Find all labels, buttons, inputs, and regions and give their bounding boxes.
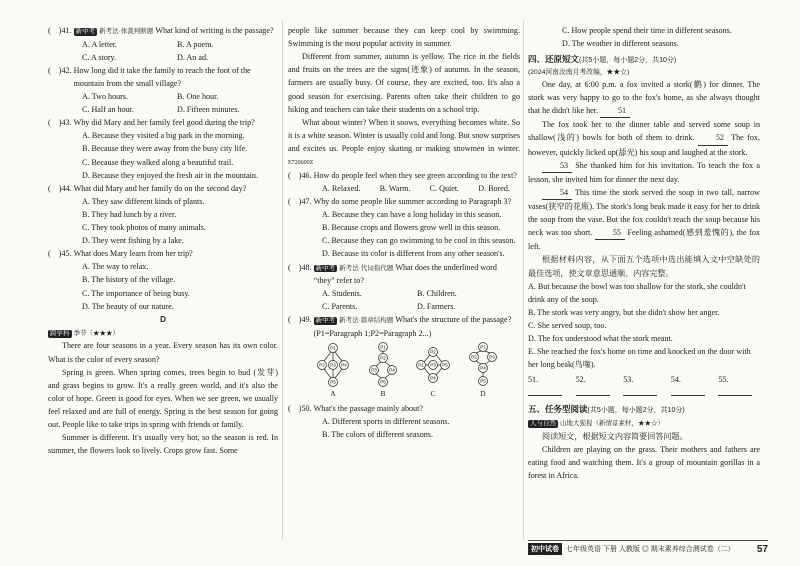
svg-text:P2: P2 [471,354,477,360]
option-c[interactable]: C. Quiet. [429,183,460,193]
option-b[interactable]: B. The history of the village. [82,275,176,285]
option-b[interactable]: B. Children. [417,289,457,299]
section-title: 五、任务型阅读 [528,403,588,414]
answer-slot[interactable] [528,373,570,399]
tag-text: 新考法·代词指代题 [339,264,394,272]
section-note: (共5小题，每小题2分，共10分) [579,57,677,65]
question-text: What kind of writing is the passage? [155,26,274,35]
option-d[interactable]: D. Because they enjoyed the fresh air in the mountain. [82,170,258,180]
question-number: ( )49. [288,315,312,325]
blank-53[interactable]: 53 [542,159,572,173]
story-paragraph [528,118,760,158]
option-b[interactable]: B. Warm. [379,183,411,193]
answer-line[interactable] [623,395,657,396]
passage-tag-line [48,326,278,340]
question-number: ( )50. [288,404,312,414]
option-a[interactable]: A. Different sports in different seasons. [322,417,450,427]
option-c[interactable]: C. Parents. [322,302,358,312]
structure-diagram-graphic [366,342,400,388]
footer-info: 七年级英语 下册 人教版 ◎ 期末素养综合测试卷（二） [566,546,735,553]
option-d[interactable]: D. The beauty of our nature. [82,301,174,311]
option-a[interactable]: A. Because they visited a big park in the morning. [82,131,245,141]
svg-text:P5: P5 [442,362,448,368]
page-number: 57 [756,543,768,555]
options-row [48,38,278,51]
option-c[interactable]: C. How people spend their time in different seasons. [562,26,732,35]
svg-text:P4: P4 [389,367,395,373]
new-exam-tag: 新中考 [75,28,96,35]
svg-text:P4: P4 [341,362,347,368]
column-right [528,24,760,482]
option-a[interactable]: A. They saw different kinds of plants. [82,196,205,206]
diagram-label: B [380,389,386,399]
section-five-heading [528,403,760,417]
diagram-label: A [330,389,336,399]
new-exam-tag: 新中考 [315,264,336,272]
source-note: (2024河南汝南月考改编，★★☆) [528,68,630,76]
option-a[interactable]: A. The way to relax. [82,262,149,272]
answer-number: 53. [623,375,634,385]
option-d[interactable]: D. An ad. [177,52,209,62]
answer-line[interactable] [671,395,705,396]
section-heading: D [160,314,166,324]
svg-text:P4: P4 [430,375,436,381]
question-text: How long did it take the family to reach the foot of the mountain from the small village? [73,65,251,88]
tag-text: 新考法·体裁判断题 [99,28,154,35]
svg-text:P3: P3 [489,354,495,360]
passage-tag-line [528,416,760,430]
column-divider [523,20,524,540]
passage-paragraph: Different from summer, autumn is yellow. The rice in the fields and fruits on the trees are the signs(迹象) of autumn. In the season, farmers are usually busy. Of course, they are excited, too. It's also a good season for exercising. Parents often take their children to go hiking and teachers can take their students on a school trip. [288,52,520,114]
passage-paragraph: There are four seasons in a year. Every season has its own color. What is the color of every season? [48,341,278,364]
question-number: ( )44. [48,183,72,193]
option-b[interactable]: B. The colors of different seasons. [322,430,433,440]
blank-52[interactable]: 52 [698,131,728,145]
passage-paragraph: Summer is different. It's usually very hot, so the season is red. In summer, the flowers look so lively. Crops grow fast. Some [48,433,278,456]
option-d[interactable]: D. They went fishing by a lake. [82,236,184,246]
options-row [288,287,520,300]
option-c[interactable]: C. Because they can go swimming to be cool in this season. [322,236,516,246]
option-c[interactable]: C. Because they walked along a beautiful trail. [82,157,234,167]
svg-text:P4: P4 [480,365,486,371]
svg-text:P5: P5 [330,379,336,385]
story-text: This time the stork served the soup in two tall, narrow vases(狭窄的花瓶). The stork's long beak made it easy for her to drink the soup from the vase. But the fox couldn't reach the soup because his neck was too short. [528,187,760,238]
passage-paragraph: people like summer because they can keep cool by swimming. Swimming is the most popular activity in summer. [288,26,520,49]
option-d[interactable]: D. Farmers. [417,302,456,312]
option-c[interactable]: C. A story. [82,52,117,62]
answer-number: 54. [670,375,681,385]
choice-a[interactable]: A. But because the bowl was too shallow for the stork, she couldn't drink any of the soup. [528,281,746,304]
diagram-label: D [480,389,486,399]
column-divider [282,20,283,540]
option-b[interactable]: B. One hour. [177,91,219,101]
question-text: How do people feel when they see green according to the text? [313,170,517,180]
svg-text:P3: P3 [330,362,336,368]
tag-text: 山地大猩猩（新情景素材，★★☆） [560,420,664,428]
question-49 [288,313,520,340]
option-a[interactable]: A. Relaxed. [322,183,361,193]
structure-diagram-c[interactable] [416,342,450,400]
story-text: The fox, however, quickly licked up(舔光) his soup and laughed at the stork. [528,133,760,157]
structure-diagram-b[interactable] [366,342,400,400]
svg-text:P2: P2 [319,362,325,368]
answer-line[interactable] [718,395,752,396]
options-row [288,300,520,313]
option-a[interactable]: A. Because they can have a long holiday in this season. [322,210,502,220]
answer-line[interactable] [576,395,610,396]
tag-text: 季节（★★★） [73,329,119,337]
svg-text:P2: P2 [380,355,386,361]
options-row [288,182,520,195]
options-row [48,103,278,116]
question-number: ( )47. [288,197,312,207]
structure-diagram-graphic [416,342,450,388]
option-a[interactable]: A. Two hours. [82,91,129,101]
section-four-heading [528,53,760,67]
question-46 [288,169,520,182]
question-number: ( )42. [48,65,72,75]
tag-text: 新考法·篇章结构题 [339,317,394,325]
option-c[interactable]: C. The importance of being busy. [82,288,190,298]
blank-55[interactable]: 55 [595,226,625,240]
story-paragraph [528,78,760,118]
question-44 [48,182,278,195]
svg-text:P3: P3 [430,362,436,368]
option-b[interactable]: B. They had lunch by a river. [82,209,177,219]
choice-e[interactable]: E. She reached the fox's home on time and knocked on the door with her long beak(鸟喙). [528,347,751,370]
option-d[interactable]: D. Fifteen minutes. [177,105,240,115]
option-c[interactable]: C. Half an hour. [82,105,134,115]
question-text: What does the underlined word “they” refer to? [313,262,497,286]
column-middle [288,24,520,442]
svg-text:P3: P3 [371,367,377,373]
question-text: Why did Mary and her family feel good during the trip? [73,118,255,128]
blank-51[interactable]: 51 [600,104,630,118]
question-43 [48,116,278,129]
question-50 [288,402,520,415]
option-a[interactable]: A. A letter. [82,39,118,49]
question-text: What did Mary and her family do on the second day? [73,183,247,193]
choice-b[interactable]: B. The stork was very angry, but she didn't show her anger. [528,307,720,317]
answer-slot[interactable] [671,373,713,399]
column-left [48,24,278,457]
cross-subject-tag: 跨学科 [50,329,70,337]
question-48 [288,261,520,288]
answer-row [528,373,760,399]
question-number: ( )45. [48,249,72,259]
svg-text:P1: P1 [418,362,424,368]
option-b[interactable]: B. Because crops and flowers grow well in this season. [322,223,501,233]
instruction-text: 根据材料内容，从下面五个选项中选出能填入文中空缺处的最佳选项，使文章意思通顺、内容完整。 [528,255,760,278]
answer-number: 55. [718,375,729,385]
answer-slot[interactable] [623,373,665,399]
choice-c[interactable]: C. She served soup, too. [528,320,607,330]
question-text: What's the passage mainly about? [313,404,423,414]
structure-diagram-graphic [316,342,350,388]
answer-number: 52. [575,375,586,385]
structure-diagram-d[interactable] [466,342,500,400]
passage-paragraph: Spring is green. When spring comes, trees begin to bud (发芽) and grass begins to grow. It's a really green world, and it's also the color of hope. Green is good for eyes. When we see green, we usually feel relaxed and are full of energy. Spring is the best season for going out. People like to take trips in spring with friends or family. [48,367,278,430]
instruction-text: 阅读短文，根据短文内容简要回答问题。 [542,431,688,441]
choice-d[interactable]: D. The fox understood what the stork meant. [528,334,673,344]
option-b[interactable]: B. A poem. [177,39,214,49]
new-exam-tag: 新中考 [315,317,336,325]
diagram-label: C [430,389,436,399]
svg-text:P5: P5 [480,378,486,384]
question-42 [48,64,278,90]
options-row [48,51,278,64]
theme-tag: 人与自然 [530,420,556,428]
question-45 [48,247,278,260]
section-note: (共5小题，每小题2分，共10分) [587,406,685,414]
question-41 [48,24,278,38]
blank-54[interactable]: 54 [542,186,572,200]
answer-slot[interactable] [576,373,618,399]
structure-diagram-a[interactable] [316,342,350,400]
section-title: 四、还原短文 [528,54,580,65]
option-d[interactable]: D. The weather in different seasons. [562,39,679,49]
question-number: ( )46. [288,170,312,180]
story-text: The fox took her to the dinner table and served some soup in shallow(浅的) bowls for both of them to drink. [528,120,760,143]
structure-diagrams [288,342,508,400]
structure-diagram-graphic [466,342,500,388]
option-b[interactable]: B. Because they were away from the busy city life. [82,144,248,154]
svg-text:P2: P2 [430,349,436,355]
passage-paragraph: Children are playing on the grass. Their mothers and fathers are eating food and watching them. It's a group of mountain gorillas in a forest in Africa. [528,445,760,481]
question-text: What's the structure of the passage? (P1=Paragraph 1;P2=Paragraph 2...) [313,315,512,338]
passage-paragraph [288,116,520,169]
story-paragraph [528,186,760,254]
question-text: What does Mary learn from her trip? [73,249,193,259]
page-code: E720600Z [288,160,314,167]
question-number: ( )48. [288,262,312,272]
question-number: ( )41. [48,26,72,35]
answer-line[interactable] [528,395,562,396]
answer-slot[interactable] [718,373,760,399]
page-footer [528,540,768,557]
svg-text:P1: P1 [480,344,486,350]
brand-label: 初中试卷 [528,543,562,555]
svg-text:P1: P1 [380,344,386,350]
story-text: She thanked him for his invitation. To teach the fox a lesson, she invited him for dinner the next day. [528,160,760,184]
question-47 [288,195,520,208]
story-text: One day, at 6:00 p.m. a fox invited a stork(鹳) for dinner. The stork was very happy to go to the fox's home, as she always thought that he didn't like her. [528,79,760,116]
question-text: Why do some people like summer according to Paragraph 3? [313,197,512,207]
question-number: ( )43. [48,118,72,128]
option-d[interactable]: D. Because its color is different from any other season's. [322,249,505,259]
option-c[interactable]: C. They took photos of many animals. [82,223,206,233]
svg-text:P5: P5 [380,379,386,385]
options-row [48,90,278,103]
option-a[interactable]: A. Students. [322,289,362,299]
story-paragraph [528,159,760,186]
svg-text:P1: P1 [330,345,336,351]
story-text: Feeling ashamed(感到羞愧的), the fox left. [528,228,760,252]
answer-number: 51. [528,375,539,385]
paragraph-text: What about winter? When it snows, everything becomes white. So it is a white season. Winter is usually cold and long. But snow surprises and excites us. People enjoy skating or making snowmen in winter. [288,117,520,153]
option-d[interactable]: D. Bored. [478,183,510,193]
